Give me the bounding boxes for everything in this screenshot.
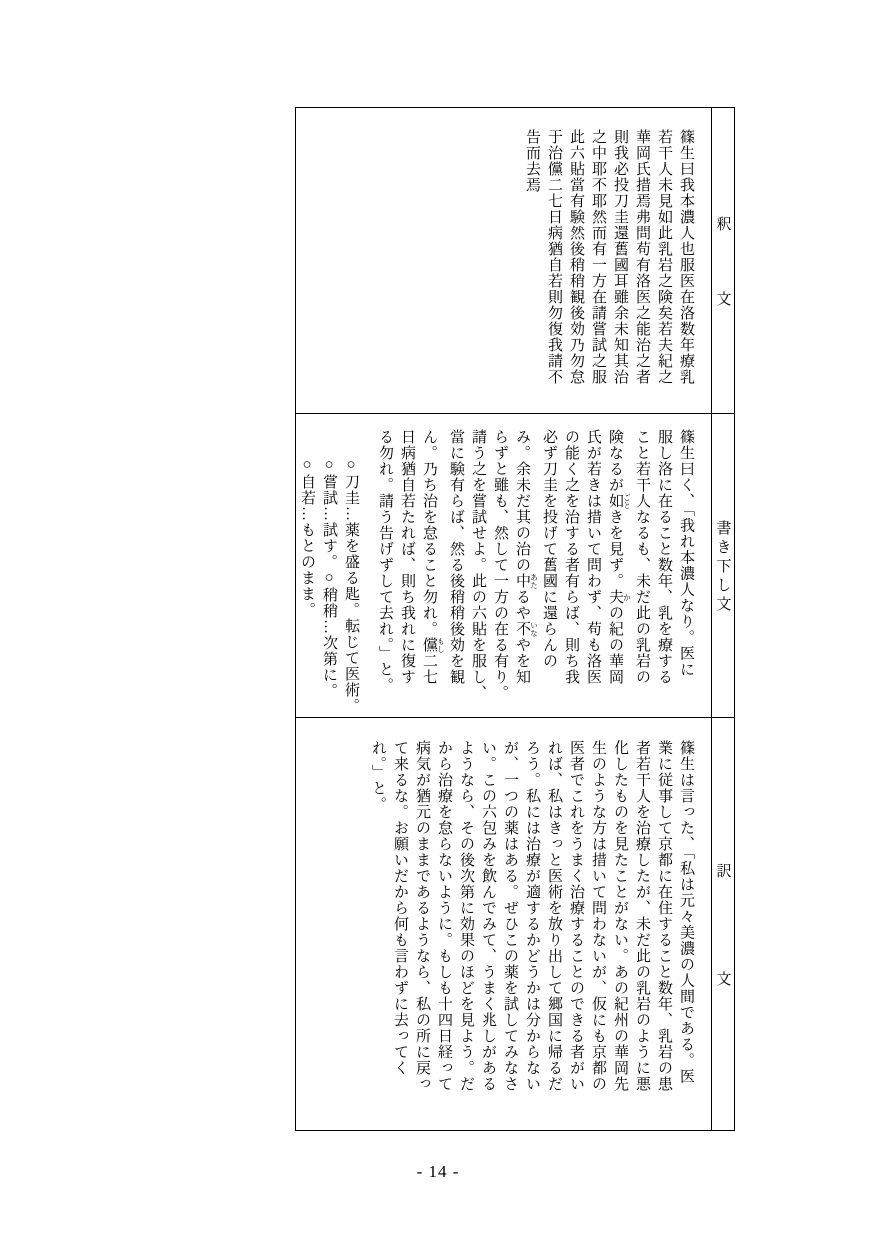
text-line: が、一つの薬はある。ぜひこの薬を試してみなさ (502, 740, 518, 1092)
text-line: 服し洛に在ること数年、乳を療する (656, 429, 672, 685)
text-line: 生のような方は措いて問わないが、仮にも京都の (590, 740, 606, 1092)
text-line: こと若干人なるも、未だ此の乳岩の (634, 429, 650, 685)
section-yakubun (296, 718, 734, 1130)
text-line: る勿れ。請う告げずして去れ。」と。 (377, 429, 393, 694)
text-line: 化したものを見たことがない。あの紀州の華岡先 (612, 740, 628, 1092)
shakubun-text (296, 108, 711, 413)
text-line: 則我必投刀圭還舊國耳雖余未知其治 (612, 129, 628, 385)
section-label-yakubun: 訳文 (714, 863, 731, 1079)
kakikudashi-content (296, 414, 711, 717)
text-line: み。余未だ其の治の中 あたるや不 いなやを知 (514, 429, 539, 685)
text-line: 請う之を嘗試せよ。此の六貼を服し、 (470, 429, 486, 701)
section-kakikudashi (296, 414, 734, 718)
text-line: 医者でこれをうまく治療することのできる者がい (568, 740, 584, 1092)
text-line: れば、私はきっと医術を放り出して郷国に帰るだ (546, 740, 562, 1092)
section-label-kakikudashi: 書き下し文 (714, 520, 731, 615)
kanbun-comparison-table (295, 107, 735, 1131)
text-line: い。この六包みを飲んでみて、うまく兆しがある (480, 740, 496, 1092)
text-line: 者若干人を治療したが、未だ此の乳岩のように悪 (634, 740, 650, 1092)
section-shakubun (296, 108, 734, 414)
text-line: 篠生曰我本濃人也服医在洛数年療乳 (678, 129, 694, 385)
section-label-shakubun: 釈文 (714, 215, 731, 366)
text-line: から治療を怠らないように。もしも十四日経って (436, 740, 452, 1092)
text-line: 病気が猶元のままであるようなら、私の所に戻っ (414, 740, 430, 1092)
text-line: 華岡氏措焉弗問苟有洛医之能治之者 (634, 129, 650, 385)
text-line: ○自若…もとのまま。 (299, 457, 315, 618)
section-label-cell-shakubun (711, 108, 734, 413)
yakubun-text (296, 718, 711, 1130)
kakikudashi-notes (296, 429, 362, 714)
page-number: - 14 - (416, 1162, 460, 1181)
text-line: ○嘗試…試す。○稍稍…次第に。 (321, 457, 337, 699)
text-line: 此六貼當有験然後稍稍観後効乃勿怠 (568, 129, 584, 385)
text-line: て来るな。お願いだから何も言わずに去ってく (392, 740, 408, 1076)
text-line: の能く之を治する者有らば、則ち我 (563, 429, 579, 685)
text-line: 必ず刀圭を投げて舊國に還らんの (541, 429, 557, 669)
text-line: 告而去焉 (524, 129, 540, 193)
text-line: 當に験有らば、然る後稍稍後効を観 (448, 429, 464, 685)
text-line: 之中耶不耶然而有一方在請嘗試之服 (590, 129, 606, 385)
text-line: 篠生は言った、「私は元々美濃の人間である。医 (678, 740, 694, 1085)
text-line: ようなら、その後次第に効果のほどを見よう。だ (458, 740, 474, 1092)
text-line: 若干人未見如此乳岩之険矣若夫紀之 (656, 129, 672, 385)
text-line: ん。乃ち治を怠ること勿れ。儻 もし二七 (421, 429, 446, 685)
text-line: 氏が若きは措いて問わず、苟も洛医 (585, 429, 601, 685)
text-line: らずと雖も、然して一方の在る有り。 (492, 429, 508, 701)
section-label-cell-yakubun (711, 718, 734, 1130)
text-line: ろう。私には治療が適するかどうかは分からない (524, 740, 540, 1092)
text-line: 険なるが如 ごときを見ず。夫 かの紀の華岡 (607, 429, 632, 685)
section-label-cell-kakikudashi (711, 414, 734, 717)
text-line: ○刀圭…薬を盛る匙。転じて医術。 (343, 457, 359, 714)
text-line: 于治儻二七日病猶自若則勿復我請不 (546, 129, 562, 385)
text-line: 日病猶自若たれば、則ち我れに復す (399, 429, 415, 685)
text-line: れ。」と。 (370, 740, 386, 813)
text-line: 篠生曰く、「我れ本濃人なり。医に (678, 429, 694, 678)
text-line: 業に従事して京都に在住すること数年、乳岩の患 (656, 740, 672, 1092)
